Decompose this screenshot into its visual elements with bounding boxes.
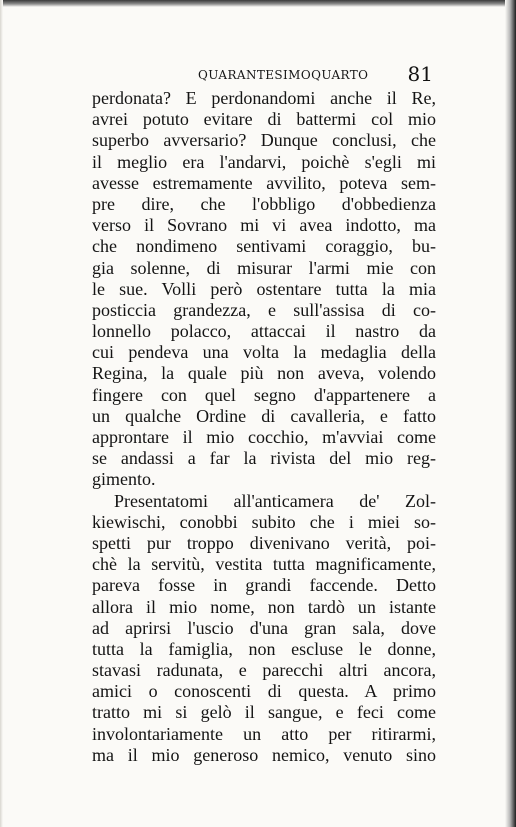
text-line: avrei potuto evitare di battermi col mio [92,109,436,130]
text-line: il meglio era l'andarvi, poichè s'egli mi [92,151,436,172]
text-line: pre dire, che l'obbligo d'obbedienza [92,193,436,214]
text-line: kiewischi, conobbi subito che i miei so- [92,511,436,532]
text-line: avesse estremamente avvilito, poteva sem- [92,172,436,193]
text-line: chè la servitù, vestita tutta magnificamente, [92,554,436,575]
text-line: tratto mi si gelò il sangue, e feci come [92,702,436,723]
page-left-margin-shade [0,0,3,827]
text-line: posticcia grandezza, e sull'assisa di co- [92,299,436,320]
text-line: allora il mio nome, non tardò un istante [92,596,436,617]
body-text [92,88,436,766]
text-line: gia solenne, di misurar l'armi mie con [92,257,436,278]
text-line: verso il Sovrano mi vi avea indotto, ma [92,215,436,236]
text-line: le sue. Volli però ostentare tutta la mia [92,278,436,299]
text-line: perdonata? E perdonandomi anche il Re, [92,88,436,108]
text-line: se andassi a far la rivista del mio reg- [92,448,436,469]
text-line: amici o conoscenti di questa. A primo [92,681,436,702]
text-line: approntare il mio cocchio, m'avviai come [92,427,436,447]
text-line: che nondimeno sentivami coraggio, bu- [92,236,436,257]
text-line: gimento. [92,469,156,490]
text-line: superbo avversario? Dunque conclusi, che [92,130,436,151]
text-line: involontariamente un atto per ritirarmi, [92,723,436,744]
text-line: spetti pur troppo divenivano verità, poi- [92,532,436,553]
page-number: 81 [407,62,433,86]
page-right-edge-shadow [505,0,516,827]
running-title: QUARANTESIMOQUARTO [198,68,369,82]
text-line: Presentatomi all'anticamera de' Zol- [114,490,436,511]
text-line: lonnello polacco, attaccai il nastro da [92,321,436,342]
text-line: stavasi radunata, e parecchi altri ancora, [92,660,436,681]
text-line: pareva fosse in grandi faccende. Detto [92,575,436,596]
text-line: ma il mio generoso nemico, venuto sino [92,744,436,765]
page-top-shadow [0,0,516,7]
text-line: un qualche Ordine di cavalleria, e fatto [92,405,436,426]
text-line: cui pendeva una volta la medaglia della [92,342,436,363]
text-line: tutta la famiglia, non escluse le donne, [92,638,436,659]
text-line: ad aprirsi l'uscio d'una gran sala, dove [92,617,436,638]
text-line: Regina, la quale più non aveva, volendo [92,363,436,384]
text-line: fingere con quel segno d'appartenere a [92,384,436,405]
running-head [172,62,437,86]
